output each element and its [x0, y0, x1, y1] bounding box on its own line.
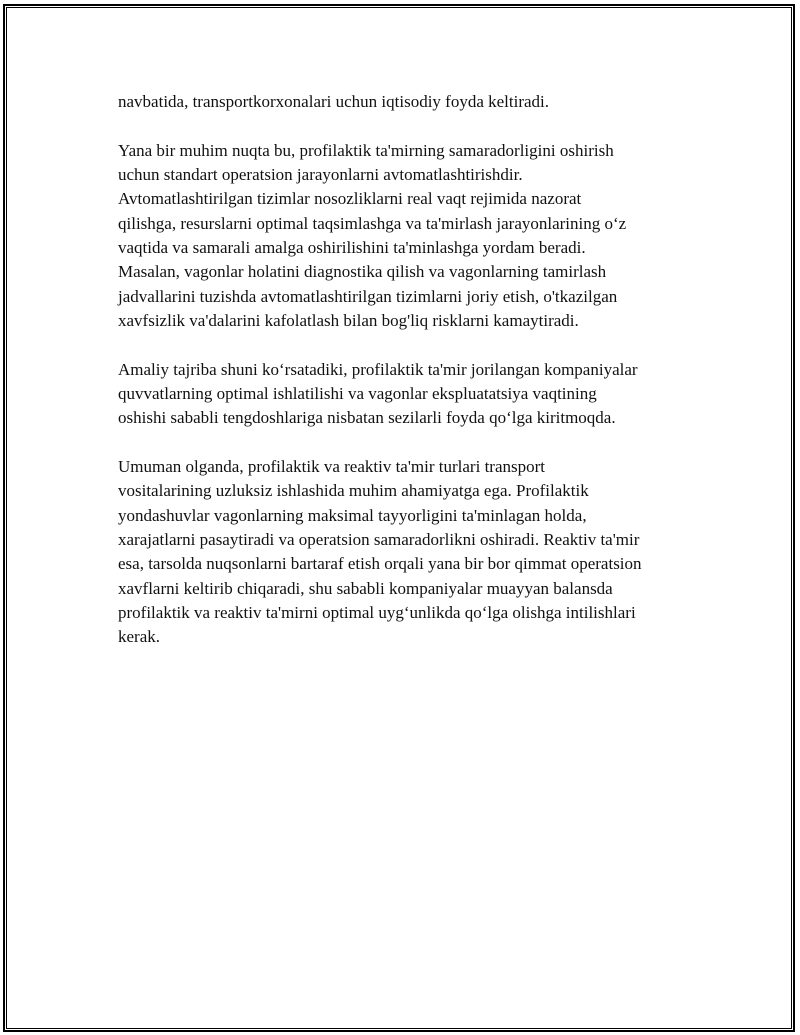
- text-line: xavfsizlik va'dalarini kafolatlash bilan bog'liq risklarni kamaytiradi.: [118, 310, 579, 330]
- paragraph-2: [118, 139, 693, 333]
- text-line: xarajatlarni pasaytiradi va operatsion samaradorlikni oshiradi. Reaktiv ta'mir: [118, 529, 640, 549]
- text-line: kerak.: [118, 627, 161, 647]
- text-line: xavflarni keltirib chiqaradi, shu sababli kompaniyalar muayyan balansda: [118, 578, 613, 598]
- text-line: uchun standart operatsion jarayonlarni avtomatlashtirishdir.: [118, 165, 523, 185]
- text-line: Umuman olganda, profilaktik va reaktiv ta'mir turlari transport: [118, 457, 545, 477]
- text-line: profilaktik va reaktiv ta'mirni optimal uyg‘unlikda qo‘lga olishga intilishlari: [118, 602, 636, 622]
- text-line: Masalan, vagonlar holatini diagnostika qilish va vagonlarning tamirlash: [118, 262, 607, 282]
- document-body: [118, 90, 693, 674]
- text-line: navbatida, transportkorxonalari uchun iqtisodiy foyda keltiradi.: [118, 92, 550, 111]
- text-line: esa, tarsolda nuqsonlarni bartaraf etish orqali yana bir bor qimmat operatsion: [118, 554, 642, 574]
- paragraph-4: [118, 455, 693, 649]
- text-line: Amaliy tajriba shuni ko‘rsatadiki, profilaktik ta'mir jorilangan kompaniyalar: [118, 359, 638, 379]
- text-line: Avtomatlashtirilgan tizimlar nosozliklarni real vaqt rejimida nazorat: [118, 189, 582, 209]
- text-line: qilishga, resurslarni optimal taqsimlashga va ta'mirlash jarayonlarining o‘z: [118, 213, 627, 233]
- text-line: jadvallarini tuzishda avtomatlashtirilgan tizimlarni joriy etish, o'tkazilgan: [118, 286, 618, 306]
- text-line: quvvatlarning optimal ishlatilishi va vagonlar ekspluatatsiya vaqtining: [118, 383, 597, 403]
- paragraph-1: [118, 90, 693, 114]
- text-line: yondashuvlar vagonlarning maksimal tayyorligini ta'minlagan holda,: [118, 505, 587, 525]
- text-line: Yana bir muhim nuqta bu, profilaktik ta'mirning samaradorligini oshirish: [118, 140, 614, 160]
- text-line: oshishi sababli tengdoshlariga nisbatan sezilarli foyda qo‘lga kiritmoqda.: [118, 408, 616, 428]
- text-line: vositalarining uzluksiz ishlashida muhim ahamiyatga ega. Profilaktik: [118, 481, 589, 501]
- text-line: vaqtida va samarali amalga oshirilishini ta'minlashga yordam beradi.: [118, 237, 586, 257]
- paragraph-3: [118, 358, 693, 431]
